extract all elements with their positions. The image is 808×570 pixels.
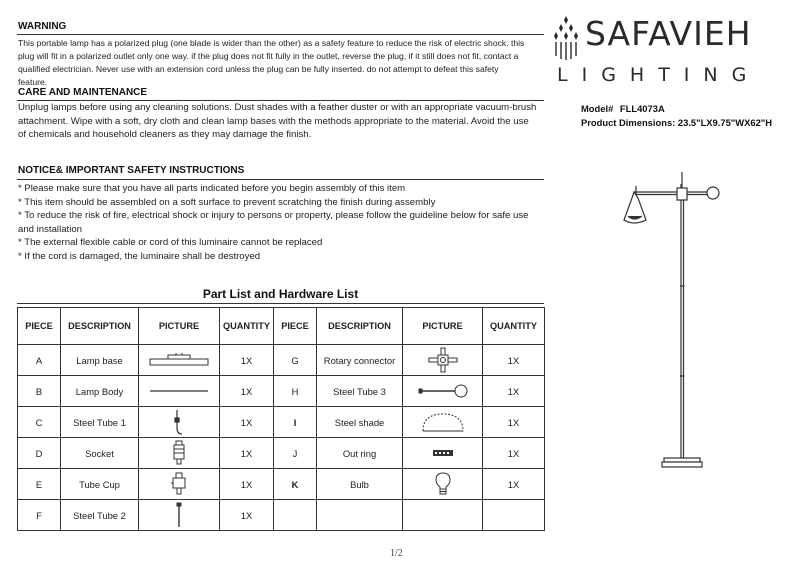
table-row [18,500,545,531]
piece-cell [274,500,317,531]
warning-text [18,37,548,89]
chandelier-icon [553,16,579,60]
notice-title: NOTICE& IMPORTANT SAFETY INSTRUCTIONS [18,165,245,176]
notice-line: and installation [18,223,83,235]
notice-line: * The external flexible cable or cord of this luminaire cannot be replaced [18,237,323,248]
steel-tube-3-icon [417,383,469,399]
dimensions-label: Product Dimensions: [581,117,676,128]
warning-line: plug will fit in a polarized outlet only one way. if the plug does not fit fully in the outlet, reverse the plug, if it still does not fit, contact a [18,51,519,61]
model-value: FLL4073A [619,103,665,114]
floor-lamp-illustration [620,166,720,471]
picture-cell [139,500,220,531]
table-header-row [18,308,545,345]
description-cell: Steel Tube 2 [61,500,139,531]
care-line: attachment. Wipe with a soft, dry cloth and clean lamp bases with the methods appropriate to the material. Avoid the use [18,115,529,127]
brand-sub: LIGHTING [557,64,761,86]
description-cell: Steel Tube 1 [61,407,139,438]
picture-cell [139,345,220,376]
piece-cell: I [274,407,317,438]
col-header: DESCRIPTION [317,308,403,345]
col-header: PICTURE [139,308,220,345]
table-row [18,438,545,469]
notice-line: * Please make sure that you have all parts indicated before you begin assembly of this item [18,183,406,194]
picture-cell [403,438,483,469]
care-line: Unplug lamps before using any cleaning solutions. Dust shades with a feather duster or with an appropriate vacuum-brush [18,102,537,113]
care-line: of chemicals and household cleaners as they may damage the finish. [18,129,312,140]
picture-cell [403,500,483,531]
parts-title-rule [17,303,544,304]
model-info [581,103,665,114]
notice-line: * This item should be assembled on a soft surface to prevent scratching the finish during assembly [18,196,436,208]
quantity-cell: 1X [483,407,545,438]
picture-cell [403,469,483,500]
picture-cell [403,407,483,438]
description-cell: Steel shade [317,407,403,438]
parts-table [17,307,545,531]
notice-line: * To reduce the risk of fire, electrical shock or injury to persons or property, please follow the guideline below for safe use [18,210,529,221]
piece-cell: F [18,500,61,531]
description-cell: Out ring [317,438,403,469]
description-cell: Lamp base [61,345,139,376]
description-cell: Rotary connector [317,345,403,376]
table-row [18,376,545,407]
piece-cell: G [274,345,317,376]
description-cell [317,500,403,531]
notice-line: * If the cord is damaged, the luminaire shall be destroyed [18,250,261,262]
piece-cell: C [18,407,61,438]
notice-rule [17,179,544,180]
care-title: CARE AND MAINTENANCE [18,87,148,98]
quantity-cell: 1X [220,438,274,469]
piece-cell: J [274,438,317,469]
piece-cell: K [274,469,317,500]
warning-line: qualified electrician. Never use with an extension cord unless the plug can be fully inserted. do not attempt to defeat this safety [18,64,499,74]
dimensions-info [581,117,772,128]
quantity-cell: 1X [483,438,545,469]
lamp-body-icon [148,388,210,394]
warning-line: This portable lamp has a polarized plug (one blade is wider than the other) as a safety feature to reduce the risk of electric shock. this [18,38,525,48]
quantity-cell: 1X [483,469,545,500]
quantity-cell: 1X [220,469,274,500]
col-header: PICTURE [403,308,483,345]
description-cell: Tube Cup [61,469,139,500]
piece-cell: D [18,438,61,469]
piece-cell: E [18,469,61,500]
table-row [18,407,545,438]
quantity-cell: 1X [483,376,545,407]
out-ring-icon [432,448,454,458]
col-header: DESCRIPTION [61,308,139,345]
steel-shade-icon [420,411,466,433]
model-label: Model# [581,103,614,114]
quantity-cell [483,500,545,531]
picture-cell [139,469,220,500]
warning-line: feature. [18,77,48,87]
col-header: QUANTITY [220,308,274,345]
brand-logo [553,14,793,84]
parts-title: Part List and Hardware List [202,287,359,301]
warning-rule [17,34,544,35]
quantity-cell: 1X [220,345,274,376]
rotary-connector-icon [425,347,461,373]
socket-icon [171,440,187,466]
description-cell: Bulb [317,469,403,500]
care-text [18,101,558,142]
table-row [18,469,545,500]
col-header: QUANTITY [483,308,545,345]
quantity-cell: 1X [220,500,274,531]
quantity-cell: 1X [220,376,274,407]
page-number: 1/2 [390,548,403,559]
picture-cell [139,438,220,469]
tube-cup-icon [170,472,188,496]
piece-cell: A [18,345,61,376]
piece-cell: B [18,376,61,407]
steel-tube-2-icon [174,502,184,528]
notice-text [18,182,558,263]
col-header: PIECE [274,308,317,345]
brand-name: SAFAVIEH [585,14,752,53]
picture-cell [139,376,220,407]
quantity-cell: 1X [483,345,545,376]
description-cell: Lamp Body [61,376,139,407]
col-header: PIECE [18,308,61,345]
dimensions-value: 23.5"LX9.75"WX62"H [677,117,772,128]
description-cell: Socket [61,438,139,469]
lamp-base-icon [148,352,210,368]
picture-cell [403,376,483,407]
steel-tube-1-icon [169,408,189,436]
picture-cell [139,407,220,438]
bulb-icon [435,472,451,496]
quantity-cell: 1X [220,407,274,438]
table-row [18,345,545,376]
warning-title: WARNING [18,21,67,32]
description-cell: Steel Tube 3 [317,376,403,407]
picture-cell [403,345,483,376]
piece-cell: H [274,376,317,407]
